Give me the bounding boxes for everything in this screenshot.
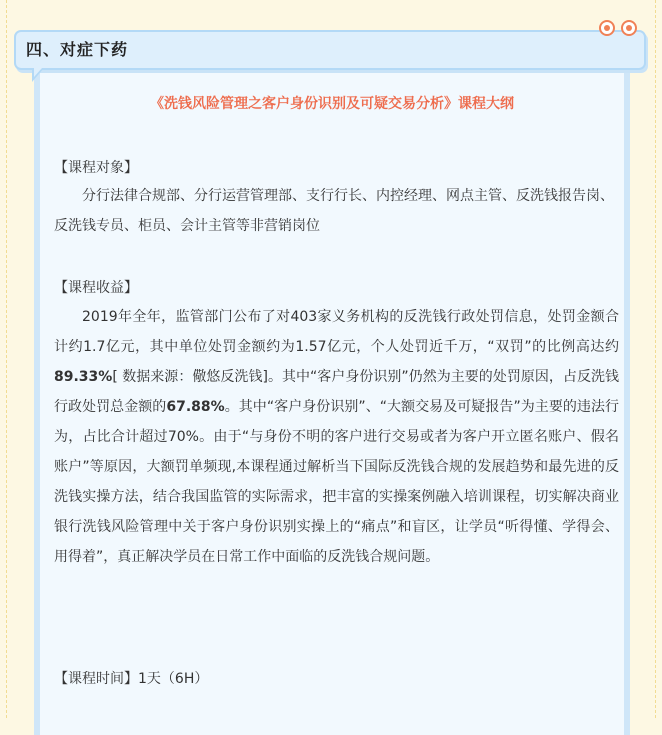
header-tail-inner-decoration	[34, 68, 42, 77]
benefit-label: 【课程收益】	[54, 280, 138, 296]
time-row	[54, 668, 208, 688]
page-border-right	[655, 0, 656, 718]
course-title: 《洗钱风险管理之客户身份识别及可疑交易分析》课程大纲	[150, 96, 514, 112]
ring-decoration-icon	[599, 20, 615, 36]
time-value: 1天（6H）	[138, 671, 209, 687]
ring-decoration-icon	[621, 20, 637, 36]
section-header	[14, 30, 646, 70]
benefit-paragraph	[54, 302, 619, 572]
section-title: 四、对症下药	[26, 40, 129, 59]
benefit-text-part: 。其中“客户身份识别”、“大额交易及可疑报告”为主要的违法行为，占比合计超过70%。由于“与身份不明的客户进行交易或者为客户开立匿名账户、假名账户”等原因，大额罚单频现,本课程通过解析当下国际反洗钱合规的发展趋势和最先进的反洗钱实操方法，结合我国监管的实际需求，把丰富的实操案例融入培训课程，切实解决商业银行洗钱风险管理中关于客户身份识别实操上的“痛点”和盲区，让学员“听得懂、学得会、用得着”，真正解决学员在日常工作中面临的反洗钱合规问题。	[54, 399, 620, 565]
time-label: 【课程时间】	[54, 671, 138, 687]
benefit-highlight: 89.33%	[54, 369, 113, 385]
benefit-highlight: 67.88%	[166, 399, 225, 415]
audience-text: 分行法律合规部、分行运营管理部、支行行长、内控经理、网点主管、反洗钱报告岗、反洗钱专员、柜员、会计主管等非营销岗位	[54, 188, 614, 234]
benefit-text-part: [ 数据来源：儆悠反洗钱]。其中“客户身份识别”仍然为主要的处罚原因，占反洗钱行政处罚总金额的	[54, 369, 619, 415]
page-border-left	[6, 0, 7, 718]
audience-label: 【课程对象】	[54, 160, 138, 176]
benefit-text-part: 2019年全年，监管部门公布了对403家义务机构的反洗钱行政处罚信息，处罚金额合计约1.7亿元，其中单位处罚金额约为1.57亿元，个人处罚近千万，“双罚”的比例高达约	[54, 309, 619, 355]
